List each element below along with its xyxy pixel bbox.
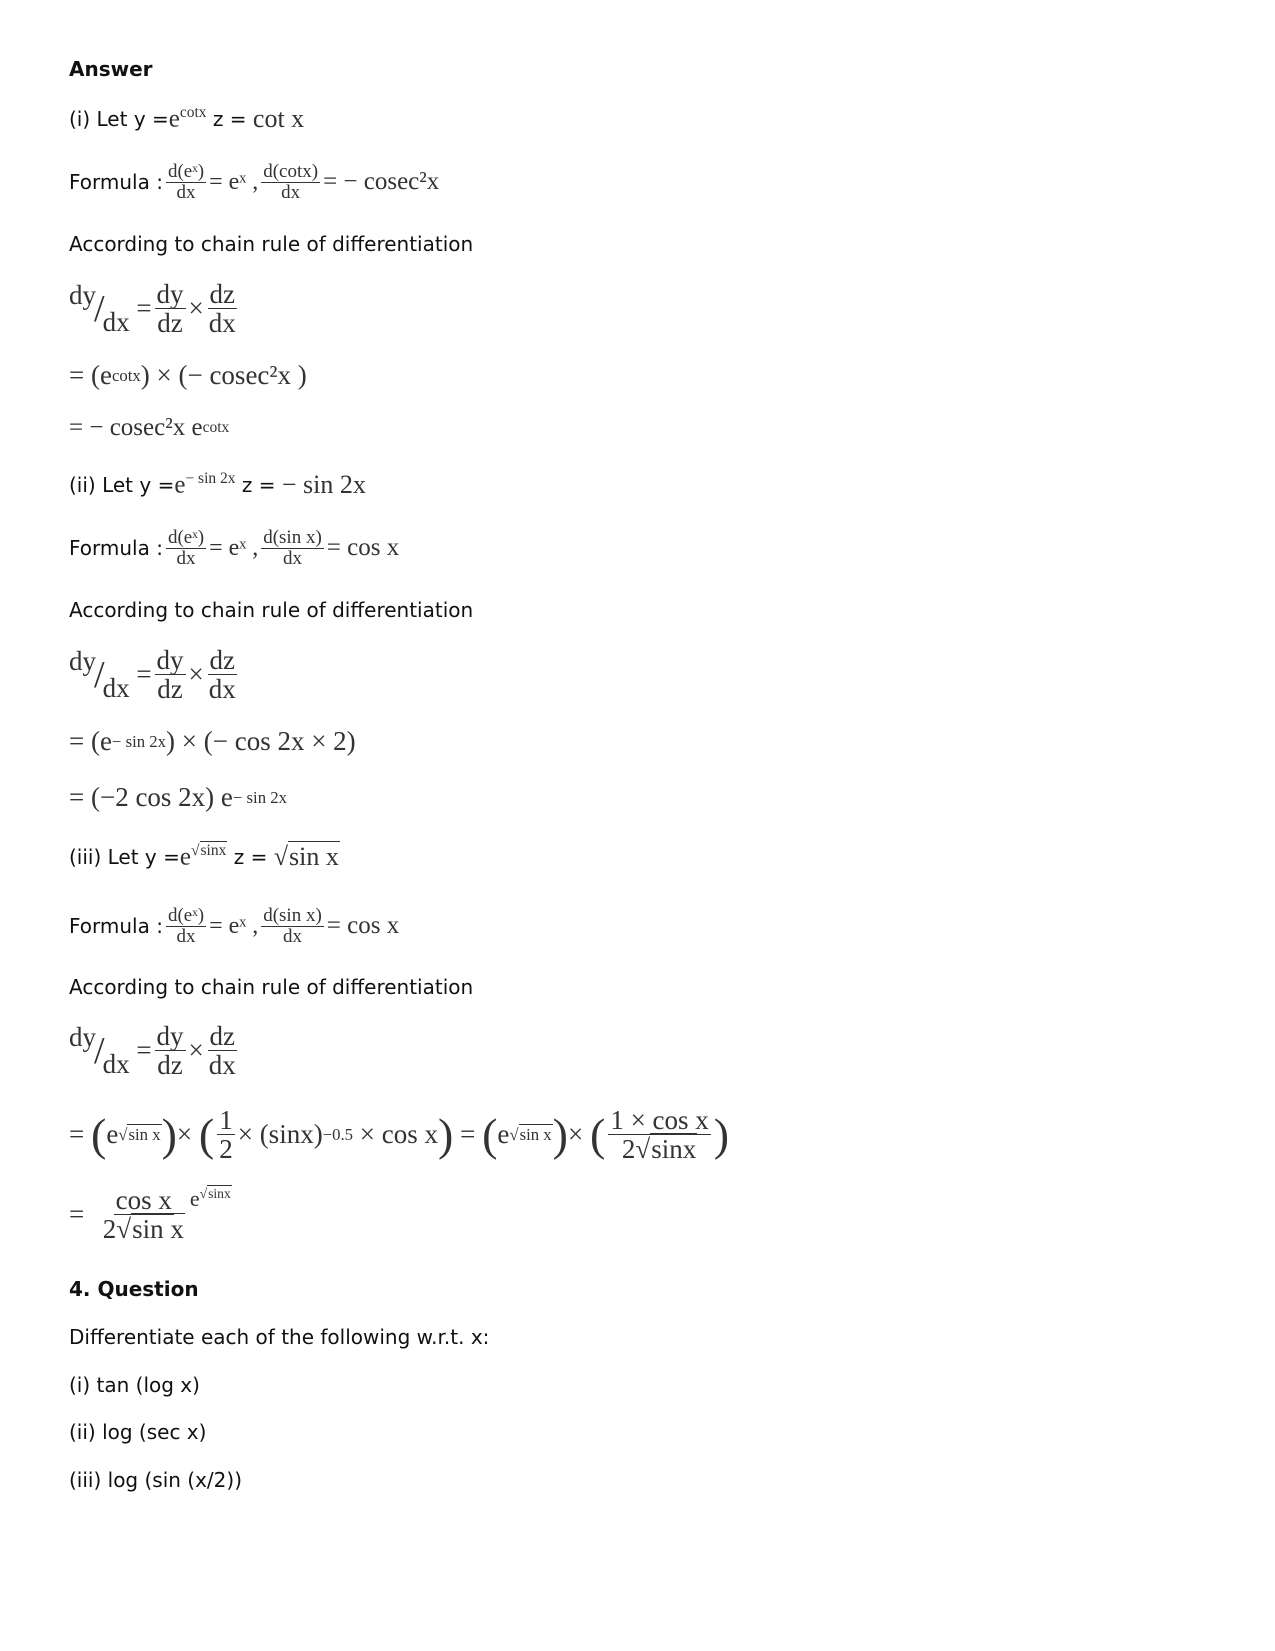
z-value: √sin x [273, 842, 339, 871]
let-text: (i) Let y = [69, 107, 169, 131]
chain-rule-formula: dy / dx = $\frac{dy}{dz}$ × $\frac{dz}{dx}$ [69, 645, 236, 705]
formula-fraction: $\frac{\text{d(sin x)}}{dx}$ [263, 905, 322, 947]
formula-label: Formula : [69, 170, 163, 195]
formula-fraction: $\frac{\text{d(sin x)}}{dx}$ [263, 527, 322, 569]
let-text: (iii) Let y = [69, 845, 180, 869]
part-1-formula [69, 162, 439, 203]
z-value: − sin 2x [281, 470, 366, 499]
z-label: z = [241, 473, 276, 497]
part-2-let [69, 470, 366, 500]
z-label: z = [212, 107, 247, 131]
part-1-let [69, 104, 304, 134]
z-value: cot x [252, 104, 305, 133]
answer-heading: Answer [69, 57, 153, 81]
formula-rhs: = cos x [326, 534, 400, 562]
final-result: = $\frac{\text{cos x}}{\text{2√sin x}}$ $e^{√sinx}$ [69, 1185, 231, 1245]
step-2: = (−2 cos 2x) e − sin 2x [69, 782, 287, 812]
step-2: = − cosec²x e cotx [69, 414, 230, 441]
chain-rule-text: According to chain rule of differentiation [69, 232, 474, 256]
part-3-let [69, 842, 340, 872]
formula-fraction: $\frac{\text{d(eˣ)}}{dx}$ [167, 905, 205, 947]
question-heading: 4. Question [69, 1277, 199, 1301]
part-3-formula [69, 906, 399, 947]
formula-fraction: $\frac{\text{d(eˣ)}}{dx}$ [167, 527, 205, 569]
step-1: = (e − sin 2x ) × (− cos 2x × 2) [69, 726, 356, 756]
formula-rhs: = eˣ , [209, 912, 259, 939]
exp-expr: $e^{√sinx}$ [179, 842, 227, 871]
step-long: = ( e √sin x ) × ( $\frac{1}{2}$ × (sinx) −0.5 × cos x ) = ( e √sin x ) × ( $\frac{\text{1 × cos x}}{2√\sin x}$ ) [69, 1105, 730, 1165]
formula-label: Formula : [69, 536, 163, 561]
formula-fraction: $\frac{d(\cot x)}{dx}$ [263, 161, 319, 203]
question-item: (iii) log (sin (x/2)) [69, 1468, 242, 1492]
formula-rhs: = eˣ , [209, 168, 259, 195]
formula-fraction: $\frac{\text{d(eˣ)}}{dx}$ [167, 161, 205, 203]
question-text: Differentiate each of the following w.r.t. x: [69, 1325, 490, 1349]
z-label: z = [233, 845, 268, 869]
part-2-formula [69, 528, 399, 569]
exp-expr: $e^{- sin 2x}$ [174, 470, 236, 499]
chain-rule-text: According to chain rule of differentiation [69, 598, 474, 622]
let-text: (ii) Let y = [69, 473, 175, 497]
step-1: = (e cotx ) × (− cosec²x ) [69, 360, 307, 390]
formula-rhs: = cos x [326, 912, 400, 940]
chain-rule-formula: dy / dx = $\frac{dy}{dz}$ × $\frac{dz}{dx}$ [69, 1021, 236, 1081]
formula-rhs: = eˣ , [209, 534, 259, 561]
chain-rule-text: According to chain rule of differentiation [69, 975, 474, 999]
chain-rule-formula: dy / dx = $\frac{dy}{dz}$ × $\frac{dz}{dx}$ [69, 279, 236, 339]
question-item: (ii) log (sec x) [69, 1420, 207, 1444]
formula-label: Formula : [69, 914, 163, 939]
formula-rhs: = − cosec²x [323, 168, 440, 196]
question-item: (i) tan (log x) [69, 1373, 200, 1397]
exp-expr: $e^{cotx}$ [168, 104, 207, 133]
